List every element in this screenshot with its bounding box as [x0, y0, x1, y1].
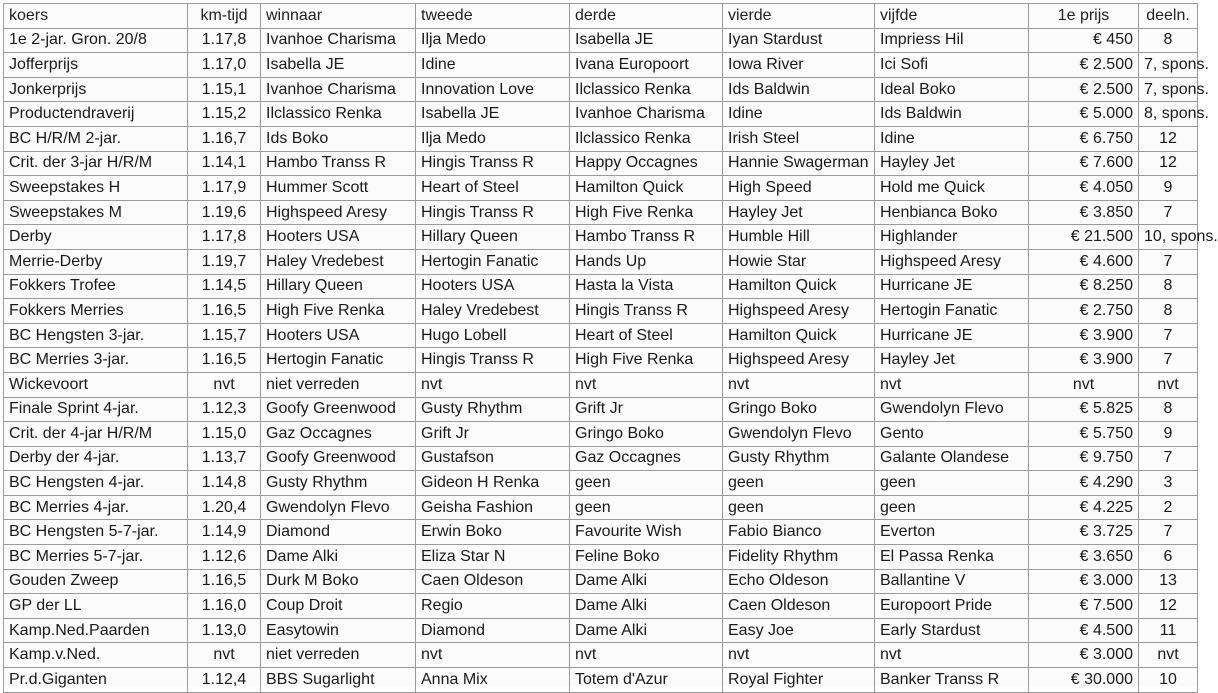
column-header-tweede: tweede: [416, 4, 570, 29]
cell-vijfde: nvt: [875, 643, 1029, 668]
cell-deelnemers: 10, spons.: [1139, 225, 1198, 250]
cell-tweede: Idine: [416, 53, 570, 78]
cell-deelnemers: 11: [1139, 618, 1198, 643]
cell-tweede: Erwin Boko: [416, 520, 570, 545]
table-row: [4, 274, 1198, 299]
cell-koers: Fokkers Trofee: [4, 274, 188, 299]
cell-km-tijd: 1.12,6: [188, 545, 261, 570]
cell-vierde: geen: [723, 495, 875, 520]
table-row: [4, 176, 1198, 201]
cell-km-tijd: 1.14,1: [188, 151, 261, 176]
cell-derde: Hands Up: [570, 249, 723, 274]
cell-tweede: Ilja Medo: [416, 28, 570, 53]
cell-vierde: Humble Hill: [723, 225, 875, 250]
results-document: [3, 3, 1218, 688]
cell-km-tijd: 1.19,6: [188, 200, 261, 225]
cell-koers: BC Hengsten 5-7-jar.: [4, 520, 188, 545]
cell-vijfde: Henbianca Boko: [875, 200, 1029, 225]
cell-eerste-prijs: € 4.050: [1029, 176, 1139, 201]
cell-vijfde: Early Stardust: [875, 618, 1029, 643]
cell-winnaar: Gusty Rhythm: [261, 471, 416, 496]
cell-tweede: Gustafson: [416, 446, 570, 471]
cell-km-tijd: 1.14,5: [188, 274, 261, 299]
cell-vijfde: Highlander: [875, 225, 1029, 250]
cell-vijfde: Gwendolyn Flevo: [875, 397, 1029, 422]
cell-deelnemers: 7: [1139, 520, 1198, 545]
cell-winnaar: High Five Renka: [261, 299, 416, 324]
cell-winnaar: Haley Vredebest: [261, 249, 416, 274]
table-row: [4, 53, 1198, 78]
cell-eerste-prijs: € 3.000: [1029, 643, 1139, 668]
cell-derde: Ivanhoe Charisma: [570, 102, 723, 127]
cell-winnaar: Hambo Transs R: [261, 151, 416, 176]
cell-km-tijd: nvt: [188, 643, 261, 668]
cell-km-tijd: 1.13,7: [188, 446, 261, 471]
cell-vierde: geen: [723, 471, 875, 496]
cell-koers: Finale Sprint 4-jar.: [4, 397, 188, 422]
table-row: [4, 594, 1198, 619]
table-row: [4, 446, 1198, 471]
header-row: [4, 4, 1198, 29]
cell-km-tijd: 1.16,0: [188, 594, 261, 619]
table-row: [4, 397, 1198, 422]
cell-winnaar: niet verreden: [261, 643, 416, 668]
cell-km-tijd: nvt: [188, 372, 261, 397]
cell-koers: 1e 2-jar. Gron. 20/8: [4, 28, 188, 53]
cell-winnaar: BBS Sugarlight: [261, 668, 416, 693]
column-header-vijfde: vijfde: [875, 4, 1029, 29]
cell-koers: Jofferprijs: [4, 53, 188, 78]
cell-vierde: Hamilton Quick: [723, 323, 875, 348]
cell-eerste-prijs: € 3.000: [1029, 569, 1139, 594]
cell-koers: GP der LL: [4, 594, 188, 619]
cell-derde: nvt: [570, 372, 723, 397]
cell-winnaar: Easytowin: [261, 618, 416, 643]
cell-vijfde: Ideal Boko: [875, 77, 1029, 102]
cell-koers: Fokkers Merries: [4, 299, 188, 324]
cell-vierde: Caen Oldeson: [723, 594, 875, 619]
cell-koers: Kamp.Ned.Paarden: [4, 618, 188, 643]
table-row: [4, 200, 1198, 225]
cell-eerste-prijs: € 7.600: [1029, 151, 1139, 176]
table-row: [4, 545, 1198, 570]
cell-winnaar: Ivanhoe Charisma: [261, 77, 416, 102]
cell-koers: Derby: [4, 225, 188, 250]
cell-eerste-prijs: € 8.250: [1029, 274, 1139, 299]
cell-derde: Gaz Occagnes: [570, 446, 723, 471]
cell-tweede: Innovation Love: [416, 77, 570, 102]
cell-vierde: Idine: [723, 102, 875, 127]
cell-koers: Crit. der 3-jar H/R/M: [4, 151, 188, 176]
cell-deelnemers: 7: [1139, 249, 1198, 274]
column-header-km-tijd: km-tijd: [188, 4, 261, 29]
table-row: [4, 422, 1198, 447]
cell-vijfde: El Passa Renka: [875, 545, 1029, 570]
cell-winnaar: Hertogin Fanatic: [261, 348, 416, 373]
cell-eerste-prijs: € 4.225: [1029, 495, 1139, 520]
cell-tweede: Diamond: [416, 618, 570, 643]
table-row: [4, 569, 1198, 594]
cell-tweede: Hingis Transs R: [416, 200, 570, 225]
cell-deelnemers: 8: [1139, 299, 1198, 324]
table-row: [4, 520, 1198, 545]
cell-vierde: Gwendolyn Flevo: [723, 422, 875, 447]
cell-deelnemers: 8: [1139, 397, 1198, 422]
cell-derde: Gringo Boko: [570, 422, 723, 447]
cell-km-tijd: 1.14,8: [188, 471, 261, 496]
cell-derde: Ilclassico Renka: [570, 77, 723, 102]
cell-tweede: Regio: [416, 594, 570, 619]
cell-derde: Dame Alki: [570, 569, 723, 594]
cell-km-tijd: 1.15,1: [188, 77, 261, 102]
cell-koers: BC Hengsten 3-jar.: [4, 323, 188, 348]
table-row: [4, 323, 1198, 348]
table-row: [4, 126, 1198, 151]
cell-km-tijd: 1.16,7: [188, 126, 261, 151]
cell-tweede: Hillary Queen: [416, 225, 570, 250]
cell-km-tijd: 1.16,5: [188, 569, 261, 594]
cell-winnaar: Hooters USA: [261, 225, 416, 250]
cell-tweede: Eliza Star N: [416, 545, 570, 570]
cell-deelnemers: nvt: [1139, 372, 1198, 397]
cell-koers: Pr.d.Giganten: [4, 668, 188, 693]
table-row: [4, 348, 1198, 373]
table-row: [4, 151, 1198, 176]
cell-koers: Jonkerprijs: [4, 77, 188, 102]
cell-eerste-prijs: € 3.900: [1029, 348, 1139, 373]
cell-vierde: Iowa River: [723, 53, 875, 78]
cell-deelnemers: 9: [1139, 422, 1198, 447]
cell-eerste-prijs: € 6.750: [1029, 126, 1139, 151]
column-header-eerste-prijs: 1e prijs: [1029, 4, 1139, 29]
cell-deelnemers: 13: [1139, 569, 1198, 594]
table-row: [4, 372, 1198, 397]
cell-vijfde: Impriess Hil: [875, 28, 1029, 53]
cell-derde: Isabella JE: [570, 28, 723, 53]
cell-derde: High Five Renka: [570, 348, 723, 373]
cell-derde: Hasta la Vista: [570, 274, 723, 299]
cell-tweede: Anna Mix: [416, 668, 570, 693]
cell-vijfde: Gento: [875, 422, 1029, 447]
cell-derde: Hingis Transs R: [570, 299, 723, 324]
cell-vijfde: Hurricane JE: [875, 274, 1029, 299]
cell-vijfde: Ici Sofi: [875, 53, 1029, 78]
cell-km-tijd: 1.17,8: [188, 28, 261, 53]
cell-derde: geen: [570, 471, 723, 496]
cell-deelnemers: 7: [1139, 348, 1198, 373]
cell-eerste-prijs: € 4.500: [1029, 618, 1139, 643]
cell-deelnemers: 9: [1139, 176, 1198, 201]
cell-koers: Merrie-Derby: [4, 249, 188, 274]
cell-deelnemers: 7: [1139, 446, 1198, 471]
cell-deelnemers: 2: [1139, 495, 1198, 520]
cell-winnaar: Dame Alki: [261, 545, 416, 570]
cell-deelnemers: 12: [1139, 594, 1198, 619]
cell-vierde: Echo Oldeson: [723, 569, 875, 594]
cell-deelnemers: 7: [1139, 323, 1198, 348]
cell-eerste-prijs: € 2.500: [1029, 77, 1139, 102]
cell-vijfde: Banker Transs R: [875, 668, 1029, 693]
cell-koers: Productendraverij: [4, 102, 188, 127]
cell-koers: Wickevoort: [4, 372, 188, 397]
cell-derde: nvt: [570, 643, 723, 668]
cell-eerste-prijs: € 4.600: [1029, 249, 1139, 274]
table-row: [4, 643, 1198, 668]
cell-koers: BC Merries 5-7-jar.: [4, 545, 188, 570]
cell-deelnemers: 8: [1139, 28, 1198, 53]
cell-tweede: nvt: [416, 643, 570, 668]
cell-koers: Sweepstakes M: [4, 200, 188, 225]
cell-vierde: Hayley Jet: [723, 200, 875, 225]
column-header-derde: derde: [570, 4, 723, 29]
cell-vijfde: Hertogin Fanatic: [875, 299, 1029, 324]
cell-tweede: Gideon H Renka: [416, 471, 570, 496]
table-row: [4, 225, 1198, 250]
cell-deelnemers: 10: [1139, 668, 1198, 693]
cell-eerste-prijs: € 7.500: [1029, 594, 1139, 619]
table-row: [4, 495, 1198, 520]
cell-derde: Ivana Europoort: [570, 53, 723, 78]
cell-tweede: Gusty Rhythm: [416, 397, 570, 422]
cell-derde: Heart of Steel: [570, 323, 723, 348]
cell-km-tijd: 1.15,2: [188, 102, 261, 127]
cell-winnaar: Goofy Greenwood: [261, 446, 416, 471]
cell-vijfde: Everton: [875, 520, 1029, 545]
column-header-winnaar: winnaar: [261, 4, 416, 29]
table-row: [4, 102, 1198, 127]
cell-derde: Ilclassico Renka: [570, 126, 723, 151]
cell-vierde: Ids Baldwin: [723, 77, 875, 102]
cell-winnaar: Ilclassico Renka: [261, 102, 416, 127]
cell-km-tijd: 1.15,7: [188, 323, 261, 348]
cell-vierde: Hannie Swagerman: [723, 151, 875, 176]
cell-eerste-prijs: € 5.825: [1029, 397, 1139, 422]
cell-tweede: Hooters USA: [416, 274, 570, 299]
cell-winnaar: Diamond: [261, 520, 416, 545]
cell-vierde: nvt: [723, 372, 875, 397]
cell-vierde: Fabio Bianco: [723, 520, 875, 545]
cell-eerste-prijs: € 3.725: [1029, 520, 1139, 545]
cell-deelnemers: 7, spons.: [1139, 77, 1198, 102]
cell-deelnemers: 8, spons.: [1139, 102, 1198, 127]
cell-koers: Kamp.v.Ned.: [4, 643, 188, 668]
cell-eerste-prijs: € 4.290: [1029, 471, 1139, 496]
cell-derde: Hamilton Quick: [570, 176, 723, 201]
cell-koers: BC Hengsten 4-jar.: [4, 471, 188, 496]
cell-tweede: Isabella JE: [416, 102, 570, 127]
cell-vijfde: geen: [875, 495, 1029, 520]
cell-vijfde: Hold me Quick: [875, 176, 1029, 201]
cell-km-tijd: 1.16,5: [188, 348, 261, 373]
cell-derde: Totem d'Azur: [570, 668, 723, 693]
cell-tweede: Hingis Transs R: [416, 348, 570, 373]
cell-vijfde: nvt: [875, 372, 1029, 397]
cell-tweede: Hertogin Fanatic: [416, 249, 570, 274]
cell-vijfde: Hayley Jet: [875, 348, 1029, 373]
race-results-table: [3, 3, 1218, 693]
cell-eerste-prijs: nvt: [1029, 372, 1139, 397]
cell-km-tijd: 1.14,9: [188, 520, 261, 545]
cell-deelnemers: 12: [1139, 151, 1198, 176]
cell-vierde: nvt: [723, 643, 875, 668]
cell-koers: Sweepstakes H: [4, 176, 188, 201]
cell-vierde: Easy Joe: [723, 618, 875, 643]
table-body: [4, 28, 1218, 692]
cell-derde: High Five Renka: [570, 200, 723, 225]
cell-eerste-prijs: € 3.650: [1029, 545, 1139, 570]
cell-km-tijd: 1.17,8: [188, 225, 261, 250]
cell-derde: Happy Occagnes: [570, 151, 723, 176]
cell-vierde: Howie Star: [723, 249, 875, 274]
cell-vierde: High Speed: [723, 176, 875, 201]
cell-vierde: Gringo Boko: [723, 397, 875, 422]
cell-vijfde: Hayley Jet: [875, 151, 1029, 176]
cell-vijfde: Idine: [875, 126, 1029, 151]
cell-vierde: Royal Fighter: [723, 668, 875, 693]
column-header-vierde: vierde: [723, 4, 875, 29]
cell-deelnemers: 3: [1139, 471, 1198, 496]
cell-km-tijd: 1.20,4: [188, 495, 261, 520]
table-row: [4, 249, 1198, 274]
cell-tweede: Hugo Lobell: [416, 323, 570, 348]
cell-km-tijd: 1.17,9: [188, 176, 261, 201]
cell-vijfde: Ballantine V: [875, 569, 1029, 594]
table-row: [4, 618, 1198, 643]
cell-eerste-prijs: € 30.000: [1029, 668, 1139, 693]
cell-tweede: Ilja Medo: [416, 126, 570, 151]
cell-koers: BC H/R/M 2-jar.: [4, 126, 188, 151]
cell-eerste-prijs: € 3.900: [1029, 323, 1139, 348]
cell-vierde: Irish Steel: [723, 126, 875, 151]
table-row: [4, 471, 1198, 496]
cell-winnaar: niet verreden: [261, 372, 416, 397]
cell-winnaar: Ids Boko: [261, 126, 416, 151]
cell-vijfde: Ids Baldwin: [875, 102, 1029, 127]
cell-km-tijd: 1.12,3: [188, 397, 261, 422]
cell-winnaar: Gaz Occagnes: [261, 422, 416, 447]
cell-winnaar: Goofy Greenwood: [261, 397, 416, 422]
cell-derde: Dame Alki: [570, 594, 723, 619]
cell-tweede: Hingis Transs R: [416, 151, 570, 176]
cell-vijfde: Europoort Pride: [875, 594, 1029, 619]
cell-vijfde: geen: [875, 471, 1029, 496]
cell-koers: BC Merries 4-jar.: [4, 495, 188, 520]
cell-km-tijd: 1.12,4: [188, 668, 261, 693]
cell-winnaar: Ivanhoe Charisma: [261, 28, 416, 53]
cell-eerste-prijs: € 3.850: [1029, 200, 1139, 225]
cell-winnaar: Gwendolyn Flevo: [261, 495, 416, 520]
cell-vijfde: Highspeed Aresy: [875, 249, 1029, 274]
cell-eerste-prijs: € 9.750: [1029, 446, 1139, 471]
cell-vierde: Highspeed Aresy: [723, 348, 875, 373]
cell-winnaar: Hooters USA: [261, 323, 416, 348]
cell-derde: Hambo Transs R: [570, 225, 723, 250]
cell-koers: Gouden Zweep: [4, 569, 188, 594]
cell-koers: Crit. der 4-jar H/R/M: [4, 422, 188, 447]
cell-tweede: Haley Vredebest: [416, 299, 570, 324]
cell-winnaar: Isabella JE: [261, 53, 416, 78]
cell-vijfde: Galante Olandese: [875, 446, 1029, 471]
column-header-deelnemers: deeln.: [1139, 4, 1198, 29]
cell-winnaar: Hummer Scott: [261, 176, 416, 201]
cell-tweede: nvt: [416, 372, 570, 397]
table-row: [4, 77, 1198, 102]
column-header-koers: koers: [4, 4, 188, 29]
cell-vijfde: Hurricane JE: [875, 323, 1029, 348]
cell-km-tijd: 1.15,0: [188, 422, 261, 447]
cell-vierde: Highspeed Aresy: [723, 299, 875, 324]
cell-deelnemers: 12: [1139, 126, 1198, 151]
cell-eerste-prijs: € 5.000: [1029, 102, 1139, 127]
cell-eerste-prijs: € 21.500: [1029, 225, 1139, 250]
cell-vierde: Gusty Rhythm: [723, 446, 875, 471]
table-row: [4, 299, 1198, 324]
cell-km-tijd: 1.16,5: [188, 299, 261, 324]
cell-derde: Favourite Wish: [570, 520, 723, 545]
cell-tweede: Grift Jr: [416, 422, 570, 447]
cell-km-tijd: 1.13,0: [188, 618, 261, 643]
cell-deelnemers: 7: [1139, 200, 1198, 225]
cell-koers: Derby der 4-jar.: [4, 446, 188, 471]
cell-eerste-prijs: € 450: [1029, 28, 1139, 53]
cell-winnaar: Durk M Boko: [261, 569, 416, 594]
cell-vierde: Iyan Stardust: [723, 28, 875, 53]
cell-winnaar: Highspeed Aresy: [261, 200, 416, 225]
cell-tweede: Heart of Steel: [416, 176, 570, 201]
cell-winnaar: Coup Droit: [261, 594, 416, 619]
cell-tweede: Caen Oldeson: [416, 569, 570, 594]
cell-deelnemers: 7, spons.: [1139, 53, 1198, 78]
cell-derde: Dame Alki: [570, 618, 723, 643]
table-row: [4, 28, 1198, 53]
cell-deelnemers: nvt: [1139, 643, 1198, 668]
cell-derde: geen: [570, 495, 723, 520]
cell-tweede: Geisha Fashion: [416, 495, 570, 520]
cell-km-tijd: 1.17,0: [188, 53, 261, 78]
cell-eerste-prijs: € 2.750: [1029, 299, 1139, 324]
cell-deelnemers: 6: [1139, 545, 1198, 570]
cell-derde: Feline Boko: [570, 545, 723, 570]
cell-vierde: Hamilton Quick: [723, 274, 875, 299]
cell-vierde: Fidelity Rhythm: [723, 545, 875, 570]
cell-derde: Grift Jr: [570, 397, 723, 422]
cell-eerste-prijs: € 5.750: [1029, 422, 1139, 447]
cell-km-tijd: 1.19,7: [188, 249, 261, 274]
cell-eerste-prijs: € 2.500: [1029, 53, 1139, 78]
table-row: [4, 668, 1198, 693]
cell-winnaar: Hillary Queen: [261, 274, 416, 299]
cell-deelnemers: 8: [1139, 274, 1198, 299]
cell-koers: BC Merries 3-jar.: [4, 348, 188, 373]
